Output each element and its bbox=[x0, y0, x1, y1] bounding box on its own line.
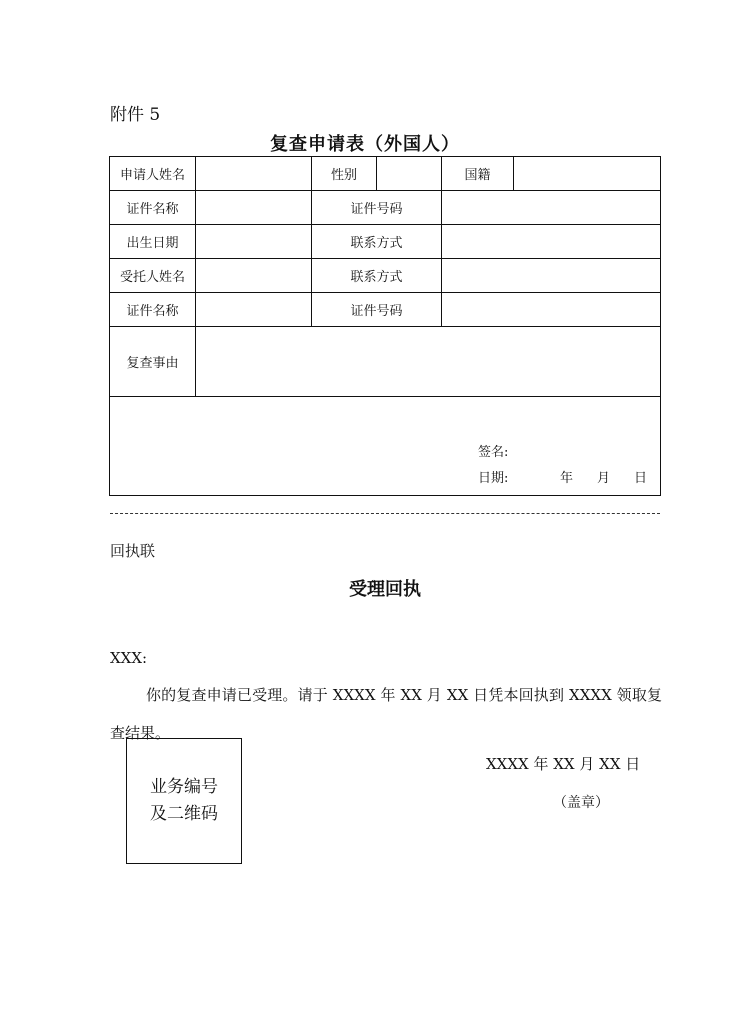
form-row-birth bbox=[110, 225, 661, 259]
id-type-field[interactable] bbox=[196, 191, 312, 225]
birth-date-label: 出生日期 bbox=[110, 225, 196, 259]
id-number-label: 证件号码 bbox=[312, 191, 442, 225]
gender-label: 性别 bbox=[312, 157, 377, 191]
date-label: 日期: bbox=[478, 471, 509, 486]
business-number-qr-box bbox=[126, 738, 242, 864]
reason-field[interactable] bbox=[196, 327, 661, 397]
application-form-table bbox=[109, 156, 661, 496]
gender-field[interactable] bbox=[377, 157, 442, 191]
birth-date-field[interactable] bbox=[196, 225, 312, 259]
receipt-greeting: XXX: bbox=[110, 649, 148, 667]
applicant-name-field[interactable] bbox=[196, 157, 312, 191]
form-row-reason bbox=[110, 327, 661, 397]
date-year: 年 bbox=[560, 471, 574, 486]
trustee-name-label: 受托人姓名 bbox=[110, 259, 196, 293]
id-number-field[interactable] bbox=[442, 191, 661, 225]
signature-cell[interactable] bbox=[110, 397, 661, 496]
receipt-section-label: 回执联 bbox=[110, 542, 156, 560]
date-day: 日 bbox=[634, 471, 648, 486]
reason-label: 复查事由 bbox=[110, 327, 196, 397]
attachment-label: 附件 5 bbox=[110, 105, 161, 125]
date-month: 月 bbox=[597, 471, 611, 486]
qr-box-label: 业务编号及二维码 bbox=[150, 777, 218, 824]
trustee-name-field[interactable] bbox=[196, 259, 312, 293]
form-row-trustee bbox=[110, 259, 661, 293]
cut-line-divider bbox=[110, 513, 660, 514]
form-row-id bbox=[110, 191, 661, 225]
receipt-date: XXXX 年 XX 月 XX 日 bbox=[486, 755, 641, 773]
trustee-id-number-label: 证件号码 bbox=[312, 293, 442, 327]
applicant-name-label: 申请人姓名 bbox=[110, 157, 196, 191]
nationality-label: 国籍 bbox=[442, 157, 514, 191]
stamp-label: （盖章） bbox=[553, 795, 609, 811]
signature-label: 签名: bbox=[478, 445, 509, 460]
receipt-title: 受理回执 bbox=[349, 579, 421, 600]
form-title: 复查申请表（外国人） bbox=[270, 134, 460, 155]
trustee-contact-label: 联系方式 bbox=[312, 259, 442, 293]
form-row-trustee-id bbox=[110, 293, 661, 327]
receipt-body: 你的复查申请已受理。请于 XXXX 年 XX 月 XX 日凭本回执到 XXXX 领取复查结果。 bbox=[110, 686, 662, 742]
trustee-id-number-field[interactable] bbox=[442, 293, 661, 327]
contact-label: 联系方式 bbox=[312, 225, 442, 259]
trustee-contact-field[interactable] bbox=[442, 259, 661, 293]
form-row-applicant bbox=[110, 157, 661, 191]
trustee-id-type-label: 证件名称 bbox=[110, 293, 196, 327]
trustee-id-type-field[interactable] bbox=[196, 293, 312, 327]
contact-field[interactable] bbox=[442, 225, 661, 259]
form-row-signature bbox=[110, 397, 661, 496]
id-type-label: 证件名称 bbox=[110, 191, 196, 225]
nationality-field[interactable] bbox=[514, 157, 661, 191]
